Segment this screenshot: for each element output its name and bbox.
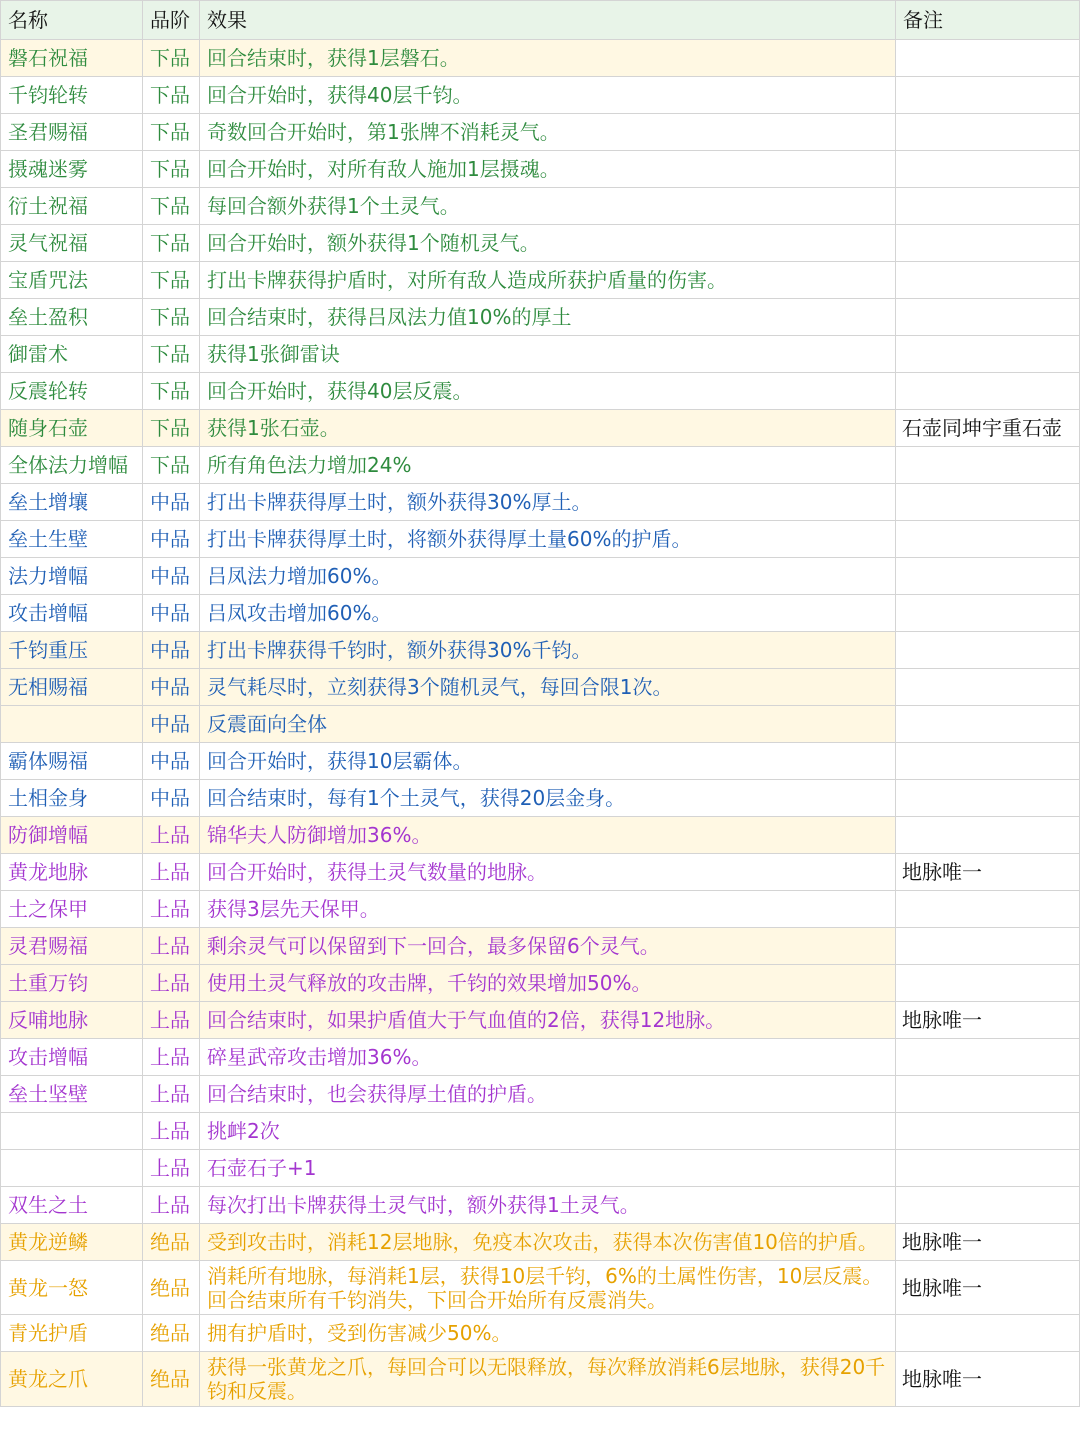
cell-effect[interactable]: 锦华夫人防御增加36%。 [200,817,896,854]
cell-grade[interactable]: 下品 [143,114,200,151]
cell-note[interactable] [896,151,1080,188]
cell-effect[interactable]: 吕凤攻击增加60%。 [200,595,896,632]
cell-effect[interactable]: 拥有护盾时，受到伤害减少50%。 [200,1315,896,1352]
table-row [1,373,1080,410]
cell-name[interactable]: 随身石壶 [1,410,143,447]
cell-effect[interactable]: 碎星武帝攻击增加36%。 [200,1039,896,1076]
cell-note[interactable] [896,1039,1080,1076]
cell-grade[interactable]: 中品 [143,558,200,595]
cell-note[interactable]: 地脉唯一 [896,1002,1080,1039]
cell-grade[interactable]: 中品 [143,669,200,706]
cell-note[interactable] [896,595,1080,632]
table-row [1,1076,1080,1113]
cell-grade[interactable]: 上品 [143,1039,200,1076]
table-row [1,1261,1080,1315]
cell-effect[interactable]: 回合结束时，获得1层磐石。 [200,40,896,77]
cell-effect[interactable]: 回合开始时，额外获得1个随机灵气。 [200,225,896,262]
cell-note[interactable] [896,669,1080,706]
cell-name[interactable]: 黄龙地脉 [1,854,143,891]
cell-grade[interactable]: 下品 [143,336,200,373]
cell-note[interactable] [896,632,1080,669]
table-row [1,928,1080,965]
cell-grade[interactable]: 下品 [143,373,200,410]
cell-grade[interactable]: 上品 [143,928,200,965]
cell-name[interactable]: 土之保甲 [1,891,143,928]
cell-note[interactable]: 地脉唯一 [896,1261,1080,1315]
cell-effect[interactable]: 反震面向全体 [200,706,896,743]
cell-effect[interactable]: 每回合额外获得1个土灵气。 [200,188,896,225]
cell-name[interactable]: 千钧轮转 [1,77,143,114]
cell-note[interactable] [896,299,1080,336]
cell-note[interactable]: 石壶同坤宇重石壶 [896,410,1080,447]
cell-note[interactable]: 地脉唯一 [896,1224,1080,1261]
cell-note[interactable] [896,484,1080,521]
cell-grade[interactable]: 下品 [143,410,200,447]
table-row [1,447,1080,484]
table-row [1,410,1080,447]
table-row [1,595,1080,632]
header-effect[interactable]: 效果 [200,1,896,40]
table-row [1,77,1080,114]
cell-note[interactable] [896,1187,1080,1224]
cell-note[interactable] [896,1150,1080,1187]
cell-name[interactable]: 灵君赐福 [1,928,143,965]
table-row [1,780,1080,817]
cell-effect[interactable]: 获得1张御雷诀 [200,336,896,373]
cell-note[interactable] [896,1076,1080,1113]
cell-effect[interactable]: 回合开始时，获得40层千钧。 [200,77,896,114]
cell-effect[interactable]: 回合结束时，如果护盾值大于气血值的2倍，获得12地脉。 [200,1002,896,1039]
cell-note[interactable] [896,558,1080,595]
cell-grade[interactable]: 上品 [143,854,200,891]
table-row [1,1187,1080,1224]
cell-name[interactable]: 土重万钧 [1,965,143,1002]
cell-effect[interactable]: 吕凤法力增加60%。 [200,558,896,595]
cell-effect[interactable]: 回合结束时，也会获得厚土值的护盾。 [200,1076,896,1113]
header-note[interactable]: 备注 [896,1,1080,40]
cell-grade[interactable]: 下品 [143,188,200,225]
table-row [1,188,1080,225]
cell-name[interactable]: 反震轮转 [1,373,143,410]
cell-name[interactable]: 千钧重压 [1,632,143,669]
cell-grade[interactable]: 中品 [143,780,200,817]
cell-effect[interactable]: 获得1张石壶。 [200,410,896,447]
cell-note[interactable] [896,40,1080,77]
cell-grade[interactable]: 下品 [143,262,200,299]
cell-name[interactable] [1,1113,143,1150]
cell-name[interactable]: 黄龙之爪 [1,1352,143,1407]
cell-name[interactable]: 垒土坚壁 [1,1076,143,1113]
cell-grade[interactable]: 上品 [143,1002,200,1039]
table-row [1,743,1080,780]
table-row [1,336,1080,373]
cell-note[interactable] [896,114,1080,151]
header-row [1,1,1080,40]
cell-name[interactable]: 攻击增幅 [1,595,143,632]
cell-grade[interactable]: 上品 [143,965,200,1002]
table-row [1,114,1080,151]
cell-grade[interactable]: 中品 [143,595,200,632]
cell-note[interactable] [896,817,1080,854]
table-row [1,262,1080,299]
cell-effect[interactable]: 奇数回合开始时，第1张牌不消耗灵气。 [200,114,896,151]
cell-note[interactable] [896,447,1080,484]
cell-note[interactable] [896,77,1080,114]
cell-effect[interactable]: 获得一张黄龙之爪，每回合可以无限释放，每次释放消耗6层地脉，获得20千钧和反震。 [200,1352,896,1407]
cell-name[interactable]: 圣君赐福 [1,114,143,151]
table-row [1,1224,1080,1261]
cell-grade[interactable]: 下品 [143,225,200,262]
cell-effect[interactable]: 获得3层先天保甲。 [200,891,896,928]
cell-effect[interactable]: 回合开始时，获得10层霸体。 [200,743,896,780]
cell-name[interactable]: 垒土增壤 [1,484,143,521]
table-row [1,1113,1080,1150]
cell-grade[interactable]: 上品 [143,1187,200,1224]
cell-grade[interactable]: 绝品 [143,1315,200,1352]
cell-grade[interactable]: 下品 [143,40,200,77]
cell-grade[interactable]: 下品 [143,447,200,484]
table-row [1,632,1080,669]
cell-effect[interactable]: 挑衅2次 [200,1113,896,1150]
table-row [1,299,1080,336]
cell-name[interactable]: 垒土盈积 [1,299,143,336]
cell-name[interactable]: 攻击增幅 [1,1039,143,1076]
cell-grade[interactable]: 绝品 [143,1261,200,1315]
cell-grade[interactable]: 中品 [143,521,200,558]
cell-name[interactable]: 无相赐福 [1,669,143,706]
cell-name[interactable]: 青光护盾 [1,1315,143,1352]
cell-effect[interactable]: 回合开始时，对所有敌人施加1层摄魂。 [200,151,896,188]
cell-note[interactable] [896,188,1080,225]
table-row [1,669,1080,706]
cell-grade[interactable]: 下品 [143,299,200,336]
cell-effect[interactable]: 消耗所有地脉，每消耗1层，获得10层千钧，6%的土属性伤害，10层反震。回合结束所有千钧消失，下回合开始所有反震消失。 [200,1261,896,1315]
table-row [1,1002,1080,1039]
cell-note[interactable] [896,1315,1080,1352]
cell-name[interactable]: 灵气祝福 [1,225,143,262]
cell-note[interactable] [896,928,1080,965]
cell-name[interactable]: 宝盾咒法 [1,262,143,299]
table-row [1,854,1080,891]
cell-effect[interactable]: 所有角色法力增加24% [200,447,896,484]
header-grade[interactable]: 品阶 [143,1,200,40]
cell-effect[interactable]: 使用土灵气释放的攻击牌，千钧的效果增加50%。 [200,965,896,1002]
cell-grade[interactable]: 上品 [143,1113,200,1150]
cell-note[interactable] [896,336,1080,373]
cell-name[interactable] [1,706,143,743]
cell-effect[interactable]: 回合结束时，每有1个土灵气，获得20层金身。 [200,780,896,817]
cell-effect[interactable]: 打出卡牌获得千钧时，额外获得30%千钧。 [200,632,896,669]
cell-name[interactable]: 黄龙逆鳞 [1,1224,143,1261]
cell-name[interactable]: 御雷术 [1,336,143,373]
table-row [1,151,1080,188]
cell-grade[interactable]: 绝品 [143,1352,200,1407]
cell-name[interactable]: 防御增幅 [1,817,143,854]
cell-grade[interactable]: 下品 [143,151,200,188]
table-row [1,1315,1080,1352]
cell-note[interactable] [896,373,1080,410]
table-row [1,484,1080,521]
cell-name[interactable]: 磐石祝福 [1,40,143,77]
cell-name[interactable]: 双生之土 [1,1187,143,1224]
cell-grade[interactable]: 绝品 [143,1224,200,1261]
cell-name[interactable]: 全体法力增幅 [1,447,143,484]
cell-name[interactable]: 黄龙一怒 [1,1261,143,1315]
cell-effect[interactable]: 回合开始时，获得土灵气数量的地脉。 [200,854,896,891]
cell-name[interactable]: 摄魂迷雾 [1,151,143,188]
cell-note[interactable]: 地脉唯一 [896,1352,1080,1407]
cell-note[interactable]: 地脉唯一 [896,854,1080,891]
table-row [1,817,1080,854]
header-name[interactable]: 名称 [1,1,143,40]
cell-grade[interactable]: 中品 [143,706,200,743]
cell-grade[interactable]: 中品 [143,743,200,780]
cell-effect[interactable]: 打出卡牌获得护盾时，对所有敌人造成所获护盾量的伤害。 [200,262,896,299]
cell-effect[interactable]: 受到攻击时，消耗12层地脉，免疫本次攻击，获得本次伤害值10倍的护盾。 [200,1224,896,1261]
cell-note[interactable] [896,965,1080,1002]
cell-note[interactable] [896,1113,1080,1150]
table-row [1,1150,1080,1187]
cell-name[interactable]: 垒土生壁 [1,521,143,558]
cell-grade[interactable]: 上品 [143,817,200,854]
cell-effect[interactable]: 打出卡牌获得厚土时，额外获得30%厚土。 [200,484,896,521]
cell-name[interactable]: 法力增幅 [1,558,143,595]
cell-name[interactable]: 土相金身 [1,780,143,817]
cell-note[interactable] [896,262,1080,299]
table-row [1,40,1080,77]
cell-note[interactable] [896,743,1080,780]
cell-grade[interactable]: 中品 [143,484,200,521]
table-row [1,891,1080,928]
cell-note[interactable] [896,225,1080,262]
table-row [1,1039,1080,1076]
cell-grade[interactable]: 上品 [143,891,200,928]
table-row [1,1352,1080,1407]
cell-name[interactable]: 反哺地脉 [1,1002,143,1039]
table-row [1,225,1080,262]
cell-name[interactable] [1,1150,143,1187]
cell-effect[interactable]: 回合结束时，获得吕凤法力值10%的厚土 [200,299,896,336]
cell-name[interactable]: 霸体赐福 [1,743,143,780]
cell-effect[interactable]: 灵气耗尽时，立刻获得3个随机灵气，每回合限1次。 [200,669,896,706]
cell-grade[interactable]: 上品 [143,1076,200,1113]
cell-effect[interactable]: 石壶石子+1 [200,1150,896,1187]
cell-name[interactable]: 衍土祝福 [1,188,143,225]
table-row [1,521,1080,558]
cell-effect[interactable]: 剩余灵气可以保留到下一回合，最多保留6个灵气。 [200,928,896,965]
cell-effect[interactable]: 打出卡牌获得厚土时，将额外获得厚土量60%的护盾。 [200,521,896,558]
cell-note[interactable] [896,891,1080,928]
cell-grade[interactable]: 下品 [143,77,200,114]
cell-note[interactable] [896,780,1080,817]
cell-grade[interactable]: 中品 [143,632,200,669]
table-row [1,706,1080,743]
cell-note[interactable] [896,521,1080,558]
table-row [1,965,1080,1002]
cell-effect[interactable]: 每次打出卡牌获得土灵气时，额外获得1土灵气。 [200,1187,896,1224]
cell-note[interactable] [896,706,1080,743]
table-body [1,40,1080,1407]
cell-effect[interactable]: 回合开始时，获得40层反震。 [200,373,896,410]
table-row [1,558,1080,595]
cell-grade[interactable]: 上品 [143,1150,200,1187]
